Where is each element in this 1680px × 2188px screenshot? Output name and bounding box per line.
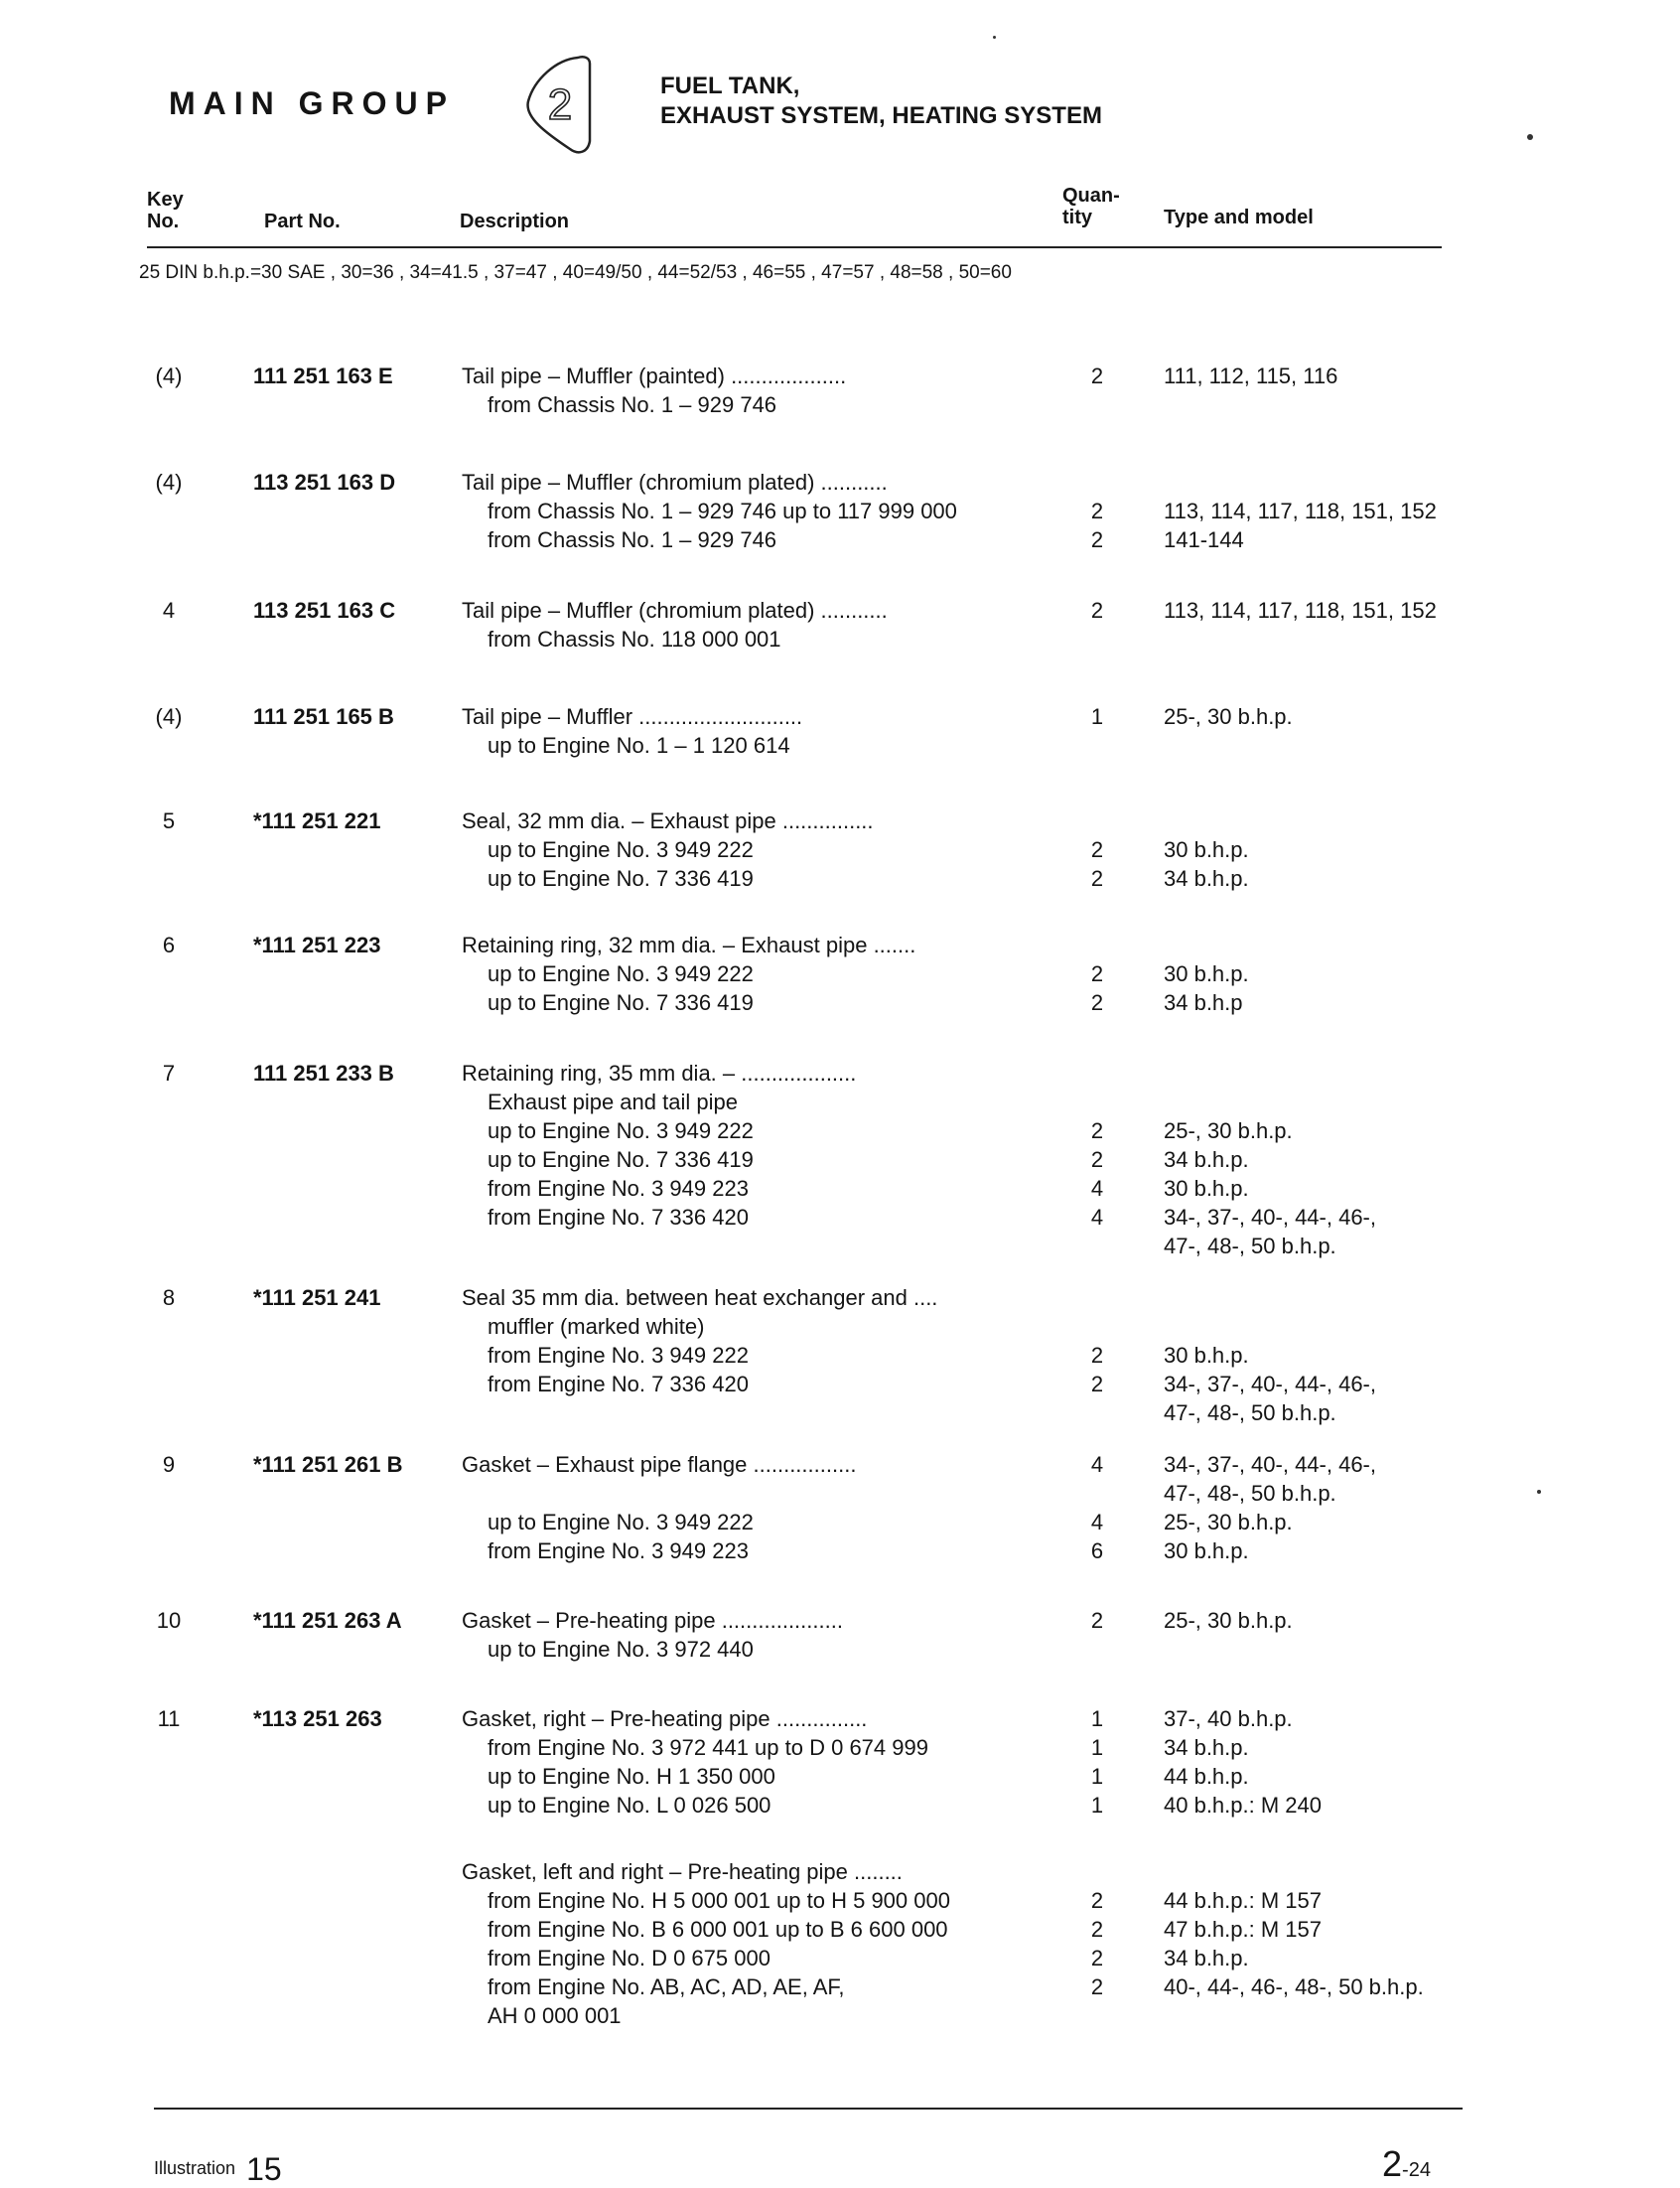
description-line: Tail pipe – Muffler (chromium plated) ........... xyxy=(462,470,888,495)
type-model-value: 25-, 30 b.h.p. xyxy=(1164,1510,1293,1534)
type-model-value: 40-, 44-, 46-, 48-, 50 b.h.p. xyxy=(1164,1974,1424,1999)
description-line: from Chassis No. 1 – 929 746 up to 117 999 000 xyxy=(488,499,957,523)
type-model-value: 34 b.h.p xyxy=(1164,990,1243,1015)
description xyxy=(462,1059,856,1232)
description-line: Gasket, right – Pre-heating pipe ............... xyxy=(462,1706,868,1731)
speck xyxy=(1537,1490,1541,1494)
type-model-value: 40 b.h.p.: M 240 xyxy=(1164,1793,1322,1818)
type-model-header: Type and model xyxy=(1164,207,1314,228)
description xyxy=(462,1450,856,1565)
quantity xyxy=(1082,702,1112,731)
footer-rule xyxy=(154,2108,1463,2110)
quantity-value xyxy=(1082,1283,1112,1312)
key-no-header xyxy=(147,189,184,232)
type-model xyxy=(1164,702,1293,731)
part-no: 113 251 163 C xyxy=(253,598,396,623)
quantity-value: 2 xyxy=(1090,527,1104,552)
description-line: up to Engine No. 3 949 222 xyxy=(488,837,754,862)
description xyxy=(462,1606,843,1664)
quantity-value: 2 xyxy=(1090,1147,1104,1172)
quantity-value: 6 xyxy=(1090,1538,1104,1563)
type-model-value: 25-, 30 b.h.p. xyxy=(1164,704,1293,729)
type-model xyxy=(1164,1283,1376,1427)
type-model-value xyxy=(1164,1283,1376,1312)
quantity xyxy=(1082,596,1112,625)
title-line-2: EXHAUST SYSTEM, HEATING SYSTEM xyxy=(660,102,1102,129)
type-model-value: 34-, 37-, 40-, 44-, 46-, xyxy=(1164,1452,1376,1477)
quantity-value xyxy=(1082,1088,1112,1116)
quantity-value: 1 xyxy=(1090,704,1104,729)
description xyxy=(462,596,888,654)
quantity-value xyxy=(1082,468,1112,497)
description-line xyxy=(462,1479,856,1508)
quantity xyxy=(1082,1704,1112,1820)
quantity-value xyxy=(1082,1857,1112,1886)
quantity xyxy=(1082,1450,1112,1565)
description-line: from Engine No. H 5 000 001 up to H 5 900 000 xyxy=(488,1888,950,1913)
description-line: Gasket, left and right – Pre-heating pipe ........ xyxy=(462,1859,903,1884)
group-number-badge xyxy=(516,50,606,159)
quantity-value: 2 xyxy=(1090,1372,1104,1396)
description-line: up to Engine No. 3 949 222 xyxy=(488,961,754,986)
quantity-value: 4 xyxy=(1090,1510,1104,1534)
description-line: up to Engine No. 7 336 419 xyxy=(488,990,754,1015)
quantity-value: 2 xyxy=(1090,1946,1104,1970)
quantity-value: 2 xyxy=(1090,1888,1104,1913)
description-line: up to Engine No. 3 949 222 xyxy=(488,1510,754,1534)
page-title xyxy=(660,72,1102,131)
quantity-value xyxy=(1082,1479,1112,1508)
type-model-value: 34-, 37-, 40-, 44-, 46-, xyxy=(1164,1205,1376,1230)
speck xyxy=(1527,134,1533,140)
quantity-value: 2 xyxy=(1090,961,1104,986)
type-model-value: 30 b.h.p. xyxy=(1164,837,1249,862)
quantity-value: 2 xyxy=(1090,598,1104,623)
type-model-value xyxy=(1164,1088,1376,1116)
description-line: up to Engine No. 7 336 419 xyxy=(488,1147,754,1172)
type-model-value xyxy=(1164,1312,1376,1341)
description-line: from Engine No. D 0 675 000 xyxy=(488,1946,770,1970)
part-no: *113 251 263 xyxy=(253,1706,382,1731)
title-line-1: FUEL TANK, xyxy=(660,73,800,99)
key-no: 9 xyxy=(162,1452,176,1477)
type-model-value: 44 b.h.p. xyxy=(1164,1764,1249,1789)
type-model xyxy=(1164,1606,1293,1635)
description-line: Seal 35 mm dia. between heat exchanger and .... xyxy=(462,1285,938,1310)
quantity-value xyxy=(1082,1059,1112,1088)
quantity xyxy=(1082,1059,1112,1232)
part-no: 111 251 165 B xyxy=(253,704,394,729)
type-model-value: 25-, 30 b.h.p. xyxy=(1164,1608,1293,1633)
type-model xyxy=(1164,362,1337,390)
quantity-value: 2 xyxy=(1090,990,1104,1015)
type-model-value: 47-, 48-, 50 b.h.p. xyxy=(1164,1481,1336,1506)
description-line: Tail pipe – Muffler ........................... xyxy=(462,704,803,729)
description-line: muffler (marked white) xyxy=(488,1314,705,1339)
quantity-value: 2 xyxy=(1090,364,1104,388)
quantity xyxy=(1082,1857,1112,2001)
type-model-value: 25-, 30 b.h.p. xyxy=(1164,1118,1293,1143)
type-model-value: 37-, 40 b.h.p. xyxy=(1164,1706,1293,1731)
part-no: 113 251 163 D xyxy=(253,470,396,495)
illustration-label: Illustration xyxy=(154,2158,236,2178)
description-line: up to Engine No. 3 949 222 xyxy=(488,1118,754,1143)
key-no-header-line1: Key xyxy=(147,189,184,211)
quantity-value: 2 xyxy=(1090,1118,1104,1143)
description-line: Exhaust pipe and tail pipe xyxy=(488,1090,738,1114)
description xyxy=(462,806,874,893)
quantity-value: 1 xyxy=(1090,1735,1104,1760)
description-line: Tail pipe – Muffler (painted) ................... xyxy=(462,364,847,388)
description-line: Retaining ring, 32 mm dia. – Exhaust pipe ....... xyxy=(462,933,916,957)
quantity-value: 2 xyxy=(1090,837,1104,862)
key-no-header-line2: No. xyxy=(147,211,180,232)
description-line: from Engine No. 3 949 223 xyxy=(488,1176,749,1201)
quantity-value xyxy=(1082,931,1112,959)
description-line: Gasket – Exhaust pipe flange ................. xyxy=(462,1452,857,1477)
quantity-value: 4 xyxy=(1090,1205,1104,1230)
hp-conversion-line: 25 DIN b.h.p.=30 SAE , 30=36 , 34=41.5 , 37=47 , 40=49/50 , 44=52/53 , 46=55 , 47=57 , 48=58 , 50=60 xyxy=(139,262,1012,283)
part-no: *111 251 223 xyxy=(253,933,381,957)
description-header: Description xyxy=(460,211,570,232)
type-model-value: 141-144 xyxy=(1164,527,1244,552)
type-model xyxy=(1164,1857,1424,2001)
description-line: from Chassis No. 1 – 929 746 xyxy=(488,392,777,417)
type-model xyxy=(1164,596,1437,625)
description-line: from Engine No. 3 972 441 up to D 0 674 999 xyxy=(488,1735,928,1760)
type-model-value: 47 b.h.p.: M 157 xyxy=(1164,1917,1322,1942)
description-line: from Chassis No. 1 – 929 746 xyxy=(488,527,777,552)
type-model-value: 44 b.h.p.: M 157 xyxy=(1164,1888,1322,1913)
description-line: up to Engine No. L 0 026 500 xyxy=(488,1793,771,1818)
part-no: *111 251 261 B xyxy=(253,1452,403,1477)
description-line: from Engine No. 7 336 420 xyxy=(488,1372,749,1396)
description-line: Gasket – Pre-heating pipe .................... xyxy=(462,1608,843,1633)
quantity-value: 1 xyxy=(1090,1793,1104,1818)
description xyxy=(462,702,802,760)
quantity-value: 2 xyxy=(1090,866,1104,891)
quantity-header-line2: tity xyxy=(1062,207,1092,228)
quantity-value xyxy=(1082,1312,1112,1341)
type-model-value: 47-, 48-, 50 b.h.p. xyxy=(1164,1234,1336,1258)
part-no: 111 251 233 B xyxy=(253,1061,394,1086)
type-model-value: 34 b.h.p. xyxy=(1164,1946,1249,1970)
group-number-mark xyxy=(516,50,606,159)
type-model-value xyxy=(1164,1857,1424,1886)
key-no: 5 xyxy=(162,808,176,833)
type-model-value xyxy=(1164,468,1437,497)
description-line: from Engine No. AB, AC, AD, AE, AF, xyxy=(488,1974,845,1999)
description xyxy=(462,468,957,554)
description-line: up to Engine No. 1 – 1 120 614 xyxy=(488,733,790,758)
quantity-value: 4 xyxy=(1090,1176,1104,1201)
type-model-value: 30 b.h.p. xyxy=(1164,1343,1249,1368)
description-line: from Chassis No. 118 000 001 xyxy=(488,627,781,652)
type-model xyxy=(1164,1704,1322,1820)
description-line: from Engine No. 3 949 223 xyxy=(488,1538,749,1563)
quantity-value: 4 xyxy=(1090,1452,1104,1477)
type-model-value: 47-, 48-, 50 b.h.p. xyxy=(1164,1400,1336,1425)
type-model-value: 113, 114, 117, 118, 151, 152 xyxy=(1164,499,1437,523)
type-model-value xyxy=(1164,1059,1376,1088)
description xyxy=(462,1704,928,1820)
key-no: 8 xyxy=(162,1285,176,1310)
page-number-main: 2 xyxy=(1382,2143,1403,2184)
quantity-header-line1: Quan- xyxy=(1062,185,1120,207)
description xyxy=(462,1857,950,2030)
main-group-label: MAIN GROUP xyxy=(169,85,455,121)
speck xyxy=(993,36,996,39)
description-line: Seal, 32 mm dia. – Exhaust pipe ............... xyxy=(462,808,874,833)
type-model-value: 111, 112, 115, 116 xyxy=(1164,364,1338,388)
key-no: (4) xyxy=(155,704,183,729)
description-line: from Engine No. B 6 000 001 up to B 6 600 000 xyxy=(488,1917,948,1942)
quantity xyxy=(1082,362,1112,390)
description xyxy=(462,931,915,1017)
quantity-header xyxy=(1062,185,1120,228)
type-model-value: 30 b.h.p. xyxy=(1164,1176,1249,1201)
type-model-value xyxy=(1164,931,1249,959)
part-no: *111 251 263 A xyxy=(253,1608,402,1633)
key-no: 10 xyxy=(156,1608,182,1633)
part-no: *111 251 221 xyxy=(253,808,381,833)
type-model xyxy=(1164,1450,1376,1565)
description-line: up to Engine No. H 1 350 000 xyxy=(488,1764,775,1789)
illustration-number: 15 xyxy=(246,2151,282,2187)
quantity-value: 2 xyxy=(1090,499,1104,523)
group-number-text: 2 xyxy=(547,80,573,129)
key-no: (4) xyxy=(155,470,183,495)
quantity-value: 2 xyxy=(1090,1608,1104,1633)
description xyxy=(462,362,846,419)
quantity-value: 2 xyxy=(1090,1343,1104,1368)
type-model-value: 34 b.h.p. xyxy=(1164,866,1249,891)
header-rule xyxy=(147,246,1442,248)
part-no: *111 251 241 xyxy=(253,1285,381,1310)
key-no: (4) xyxy=(155,364,183,388)
quantity-value: 2 xyxy=(1090,1917,1104,1942)
quantity xyxy=(1082,1283,1112,1398)
type-model-value: 30 b.h.p. xyxy=(1164,961,1249,986)
key-no: 11 xyxy=(157,1706,181,1731)
quantity xyxy=(1082,806,1112,893)
type-model-value: 30 b.h.p. xyxy=(1164,1538,1249,1563)
description-line: from Engine No. 7 336 420 xyxy=(488,1205,749,1230)
type-model-value: 113, 114, 117, 118, 151, 152 xyxy=(1164,598,1437,623)
quantity-value xyxy=(1082,806,1112,835)
key-no: 6 xyxy=(162,933,176,957)
key-no: 4 xyxy=(162,598,176,623)
description-line: AH 0 000 001 xyxy=(488,2003,622,2028)
type-model xyxy=(1164,468,1437,554)
description-line: Tail pipe – Muffler (chromium plated) ........... xyxy=(462,598,888,623)
quantity-value: 1 xyxy=(1090,1706,1104,1731)
quantity xyxy=(1082,1606,1112,1635)
type-model xyxy=(1164,931,1249,1017)
part-no-header: Part No. xyxy=(264,211,341,232)
part-no: 111 251 163 E xyxy=(253,364,393,388)
type-model-value xyxy=(1164,806,1249,835)
description xyxy=(462,1283,937,1398)
description-line: from Engine No. 3 949 222 xyxy=(488,1343,749,1368)
quantity-value: 1 xyxy=(1090,1764,1104,1789)
quantity xyxy=(1082,468,1112,554)
description-line: Retaining ring, 35 mm dia. – ................... xyxy=(462,1061,857,1086)
type-model-value: 34-, 37-, 40-, 44-, 46-, xyxy=(1164,1372,1376,1396)
description-line: up to Engine No. 3 972 440 xyxy=(488,1637,754,1662)
page-number-sub: -24 xyxy=(1402,2159,1431,2181)
page-number xyxy=(1382,2143,1431,2185)
quantity xyxy=(1082,931,1112,1017)
description-line: up to Engine No. 7 336 419 xyxy=(488,866,754,891)
type-model xyxy=(1164,806,1249,893)
type-model xyxy=(1164,1059,1376,1260)
quantity-value: 2 xyxy=(1090,1974,1104,1999)
key-no: 7 xyxy=(162,1061,176,1086)
illustration-reference xyxy=(154,2151,282,2188)
type-model-value: 34 b.h.p. xyxy=(1164,1147,1249,1172)
type-model-value: 34 b.h.p. xyxy=(1164,1735,1249,1760)
